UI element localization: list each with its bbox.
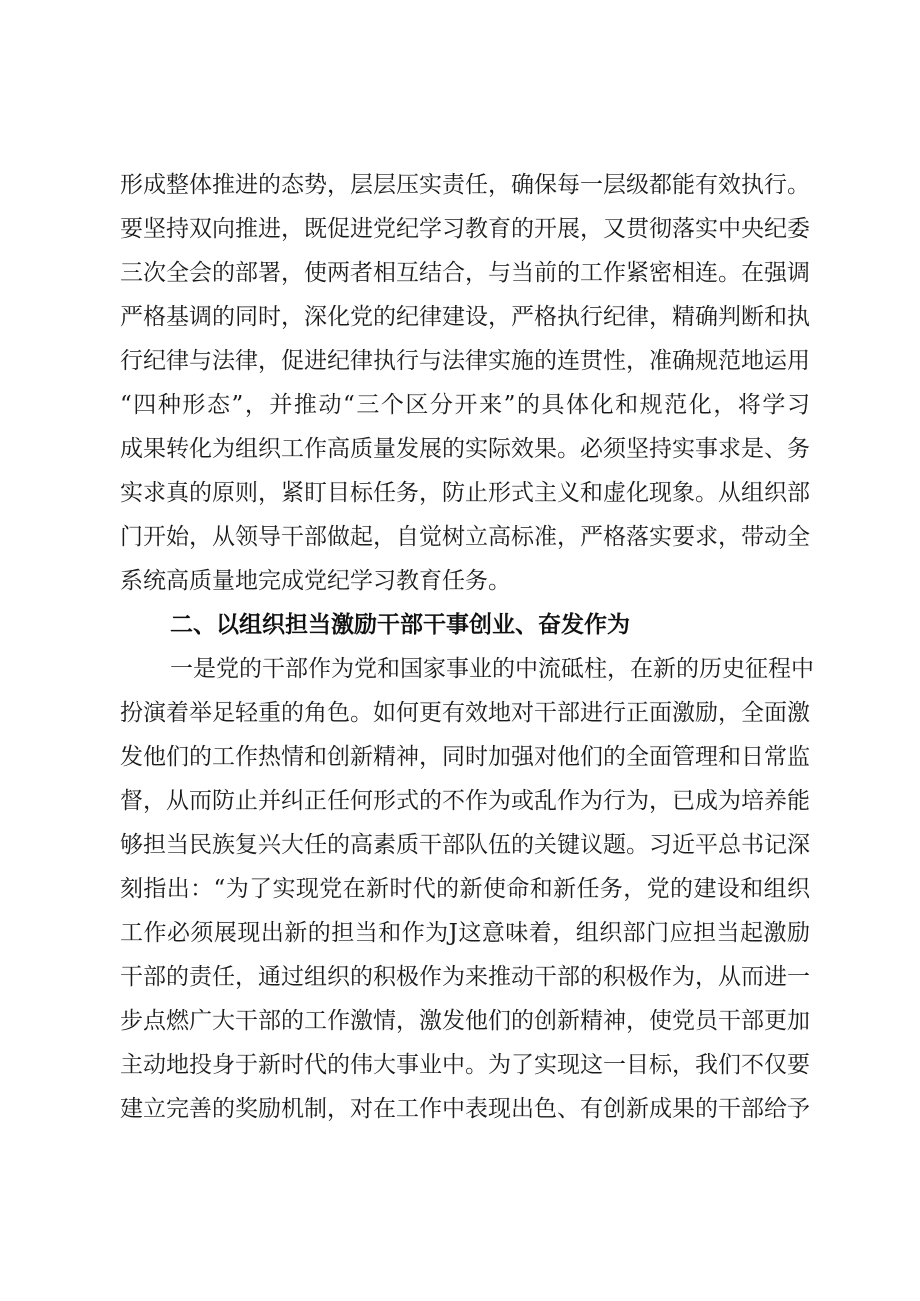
paragraph-line: 主动地投身于新时代的伟大事业中。为了实现这一目标，我们不仅要 xyxy=(120,1052,810,1078)
paragraph-line: 三次全会的部署，使两者相互结合，与当前的工作紧密相连。在强调 xyxy=(120,260,810,286)
paragraph-line: 行纪律与法律，促进纪律执行与法律实施的连贯性，准确规范地运用 xyxy=(120,348,810,374)
paragraph-line: 系统高质量地完成党纪学习教育任务。 xyxy=(120,568,511,594)
paragraph-line: 督，从而防止并纠正任何形式的不作为或乱作为行为，已成为培养能 xyxy=(120,788,810,814)
section-heading: 二、以组织担当激励干部干事创业、奋发作为 xyxy=(170,612,630,638)
paragraph-line: 成果转化为组织工作高质量发展的实际效果。必须坚持实事求是、务 xyxy=(120,436,810,462)
paragraph-line: 一是党的干部作为党和国家事业的中流砥柱，在新的历史征程中 xyxy=(170,656,814,682)
paragraph-line: “四种形态”，并推动“三个区分开来”的具体化和规范化，将学习 xyxy=(120,392,810,418)
paragraph-line: 工作必须展现出新的担当和作为J这意味着，组织部门应担当起激励 xyxy=(120,920,810,946)
paragraph-line: 形成整体推进的态势，层层压实责任，确保每一层级都能有效执行。 xyxy=(120,172,810,198)
paragraph-line: 建立完善的奖励机制，对在工作中表现出色、有创新成果的干部给予 xyxy=(120,1096,810,1122)
paragraph-line: 发他们的工作热情和创新精神，同时加强对他们的全面管理和日常监 xyxy=(120,744,810,770)
paragraph-line: 严格基调的同时，深化党的纪律建设，严格执行纪律，精确判断和执 xyxy=(120,304,810,330)
paragraph-line: 步点燃广大干部的工作激情，激发他们的创新精神，使党员干部更加 xyxy=(120,1008,810,1034)
paragraph-line: 实求真的原则，紧盯目标任务，防止形式主义和虚化现象。从组织部 xyxy=(120,480,810,506)
paragraph-line: 要坚持双向推进，既促进党纪学习教育的开展，又贯彻落实中央纪委 xyxy=(120,216,810,242)
paragraph-line: 刻指出：“为了实现党在新时代的新使命和新任务，党的建设和组织 xyxy=(120,876,810,902)
paragraph-line: 干部的责任，通过组织的积极作为来推动干部的积极作为，从而进一 xyxy=(120,964,810,990)
paragraph-line: 够担当民族复兴大任的高素质干部队伍的关键议题。习近平总书记深 xyxy=(120,832,810,858)
paragraph-line: 扮演着举足轻重的角色。如何更有效地对干部进行正面激励，全面激 xyxy=(120,700,810,726)
paragraph-line: 门开始，从领导干部做起，自觉树立高标准，严格落实要求，带动全 xyxy=(120,524,810,550)
